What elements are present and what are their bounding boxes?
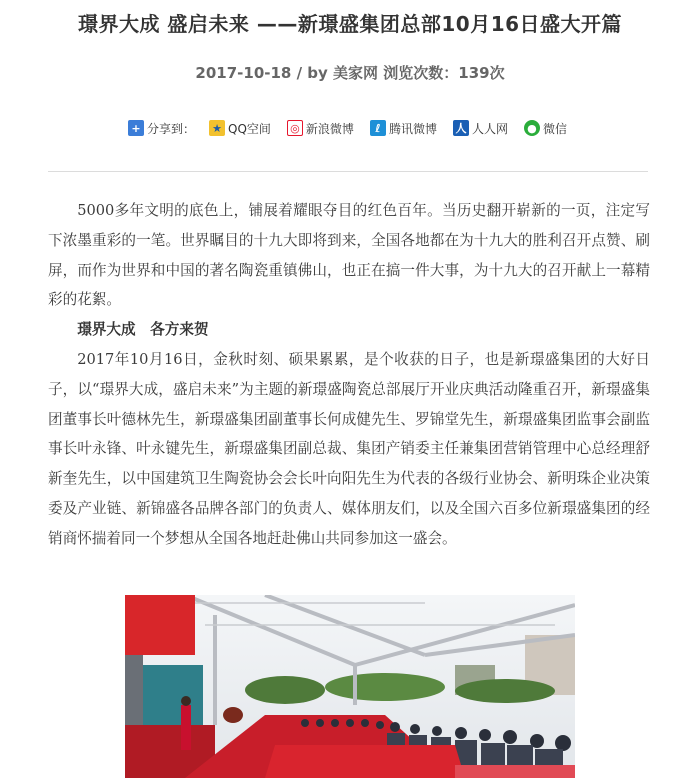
article-meta: 2017-10-18 / by 美家网 浏览次数：139次 <box>195 64 505 82</box>
share-plus-icon: + <box>128 120 144 136</box>
event-photo <box>125 595 575 778</box>
share-renren[interactable] <box>453 120 508 137</box>
share-tencent-weibo[interactable] <box>370 120 437 137</box>
share-wechat[interactable] <box>524 120 567 137</box>
paragraph-event: 2017年10月16日，金秋时刻、硕果累累，是个收获的日子，也是新璟盛集团的大好日子，以“璟界大成，盛启未来”为主题的新璟盛陶瓷总部展厅开业庆典活动隆重召开，新璟盛集团董事长叶德林先生，新璟盛集团副董事长何成健先生、罗锦堂先生，新璟盛集团监事会副监事长叶永锋、叶永键先生，新璟盛集团副总裁、集团产销委主任兼集团营销管理中心总经理舒新奎先生，以中国建筑卫生陶瓷协会会长叶向阳先生为代表的各级行业协会、新明珠企业决策委及产业链、新锦盛各品牌各部门的负责人、媒体朋友们，以及全国六百多位新璟盛集团的经销商怀揣着同一个梦想从全国各地赶赴佛山共同参加这一盛会。 <box>48 350 650 547</box>
share-renren-label: 人人网 <box>471 121 508 136</box>
tencent-weibo-icon: ℓ <box>370 120 386 136</box>
share-label: 分享到： <box>147 121 196 136</box>
section-heading: 璟界大成 各方来贺 <box>77 321 209 339</box>
divider <box>48 171 648 172</box>
share-weibo-label: 新浪微博 <box>305 121 354 136</box>
weibo-icon: ◎ <box>287 120 303 136</box>
share-weibo[interactable] <box>287 120 354 137</box>
article-title: 璟界大成 盛启未来 ——新璟盛集团总部10月16日盛大开篇 <box>77 12 623 36</box>
qzone-icon: ★ <box>209 120 225 136</box>
paragraph-intro: 5000多年文明的底色上，铺展着耀眼夺目的红色百年。当历史翻开崭新的一页，注定写下浓墨重彩的一笔。世界瞩目的十九大即将到来，全国各地都在为十九大的胜利召开点赞、刷屏，而作为世界和中国的著名陶瓷重镇佛山，也正在搞一件大事，为十九大的召开献上一幕精彩的花絮。 <box>48 202 650 309</box>
share-wechat-label: 微信 <box>542 121 567 136</box>
share-qzone[interactable] <box>209 120 271 137</box>
share-bar <box>128 118 583 138</box>
wechat-icon: ● <box>524 120 540 136</box>
share-tencent-weibo-label: 腾讯微博 <box>388 121 437 136</box>
share-qzone-label: QQ空间 <box>228 121 271 136</box>
renren-icon: 人 <box>453 120 469 136</box>
event-photo-illustration <box>125 595 575 778</box>
article-body <box>48 196 650 554</box>
